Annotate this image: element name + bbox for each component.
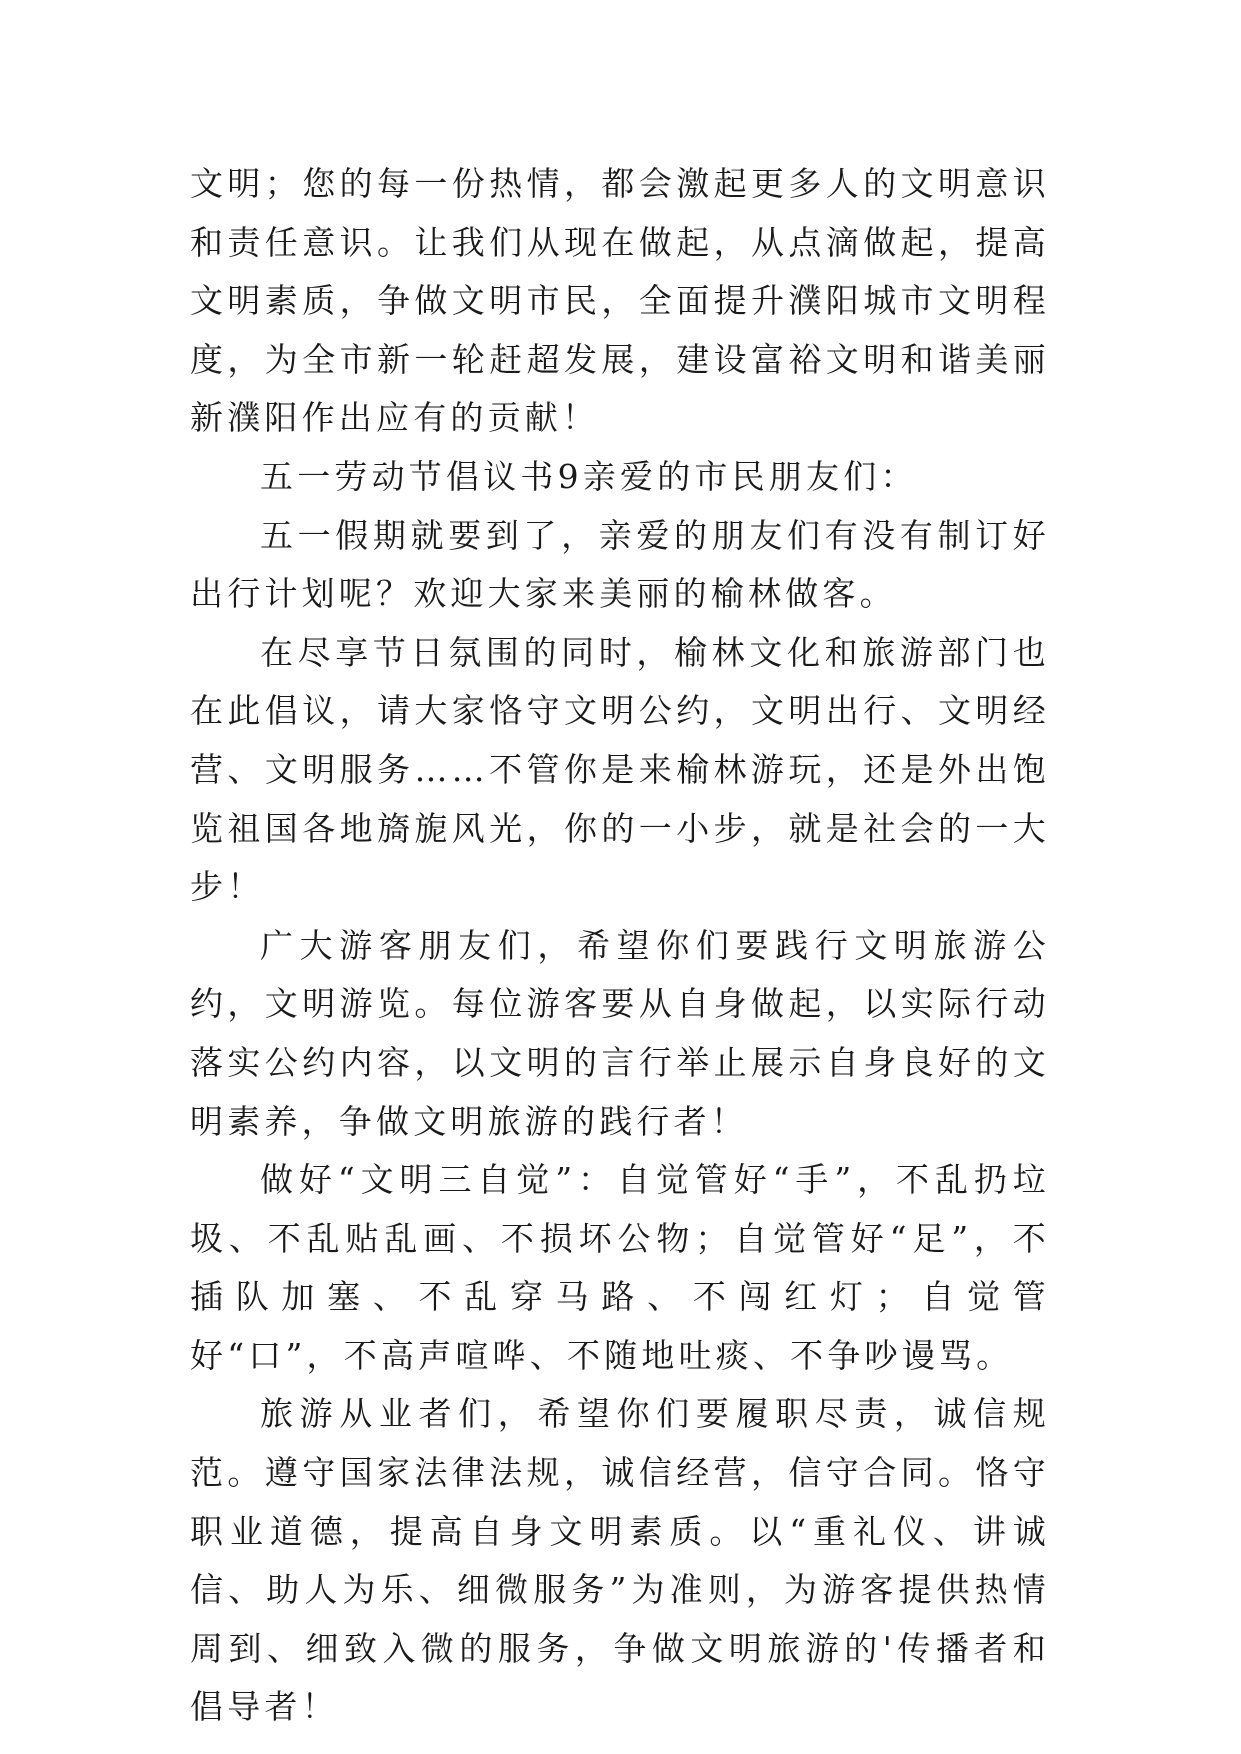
paragraph: 五一劳动节倡议书9亲爱的市民朋友们：: [260, 456, 918, 496]
paragraph: 文明；您的每一份热情，都会激起更多人的文明意识和责任意识。让我们从现在做起，从点滴做起，提高文明素质，争做文明市民，全面提升濮阳城市文明程度，为全市新一轮赶超发展，建设富裕文明和谐美丽新濮阳作出应有的贡献！: [190, 164, 1050, 438]
document-body: [190, 155, 1050, 1737]
paragraph: 做好“文明三自觉”：自觉管好“手”，不乱扔垃圾、不乱贴乱画、不损坏公物；自觉管好“足”，不插队加塞、不乱穿马路、不闯红灯；自觉管好“口”，不高声喧哗、不随地吐痰、不争吵谩骂。: [190, 1160, 1050, 1375]
paragraph: 五一假期就要到了，亲爱的朋友们有没有制订好出行计划呢？欢迎大家来美丽的榆林做客。: [190, 515, 1050, 614]
paragraph: 广大游客朋友们，希望你们要践行文明旅游公约，文明游览。每位游客要从自身做起，以实际行动落实公约内容，以文明的言行举止展示自身良好的文明素养，争做文明旅游的践行者！: [190, 925, 1050, 1141]
paragraph: 在尽享节日氛围的同时，榆林文化和旅游部门也在此倡议，请大家恪守文明公约，文明出行、文明经营、文明服务……不管你是来榆林游玩，还是外出饱览祖国各地旖旎风光，你的一小步，就是社会的一大步！: [190, 632, 1050, 907]
paragraph: 旅游从业者们，希望你们要履职尽责，诚信规范。遵守国家法律法规，诚信经营，信守合同。恪守职业道德，提高自身文明素质。以“重礼仪、讲诚信、助人为乐、细微服务”为准则，为游客提供热情周到、细致入微的服务，争做文明旅游的'传播者和倡导者！: [190, 1394, 1050, 1727]
